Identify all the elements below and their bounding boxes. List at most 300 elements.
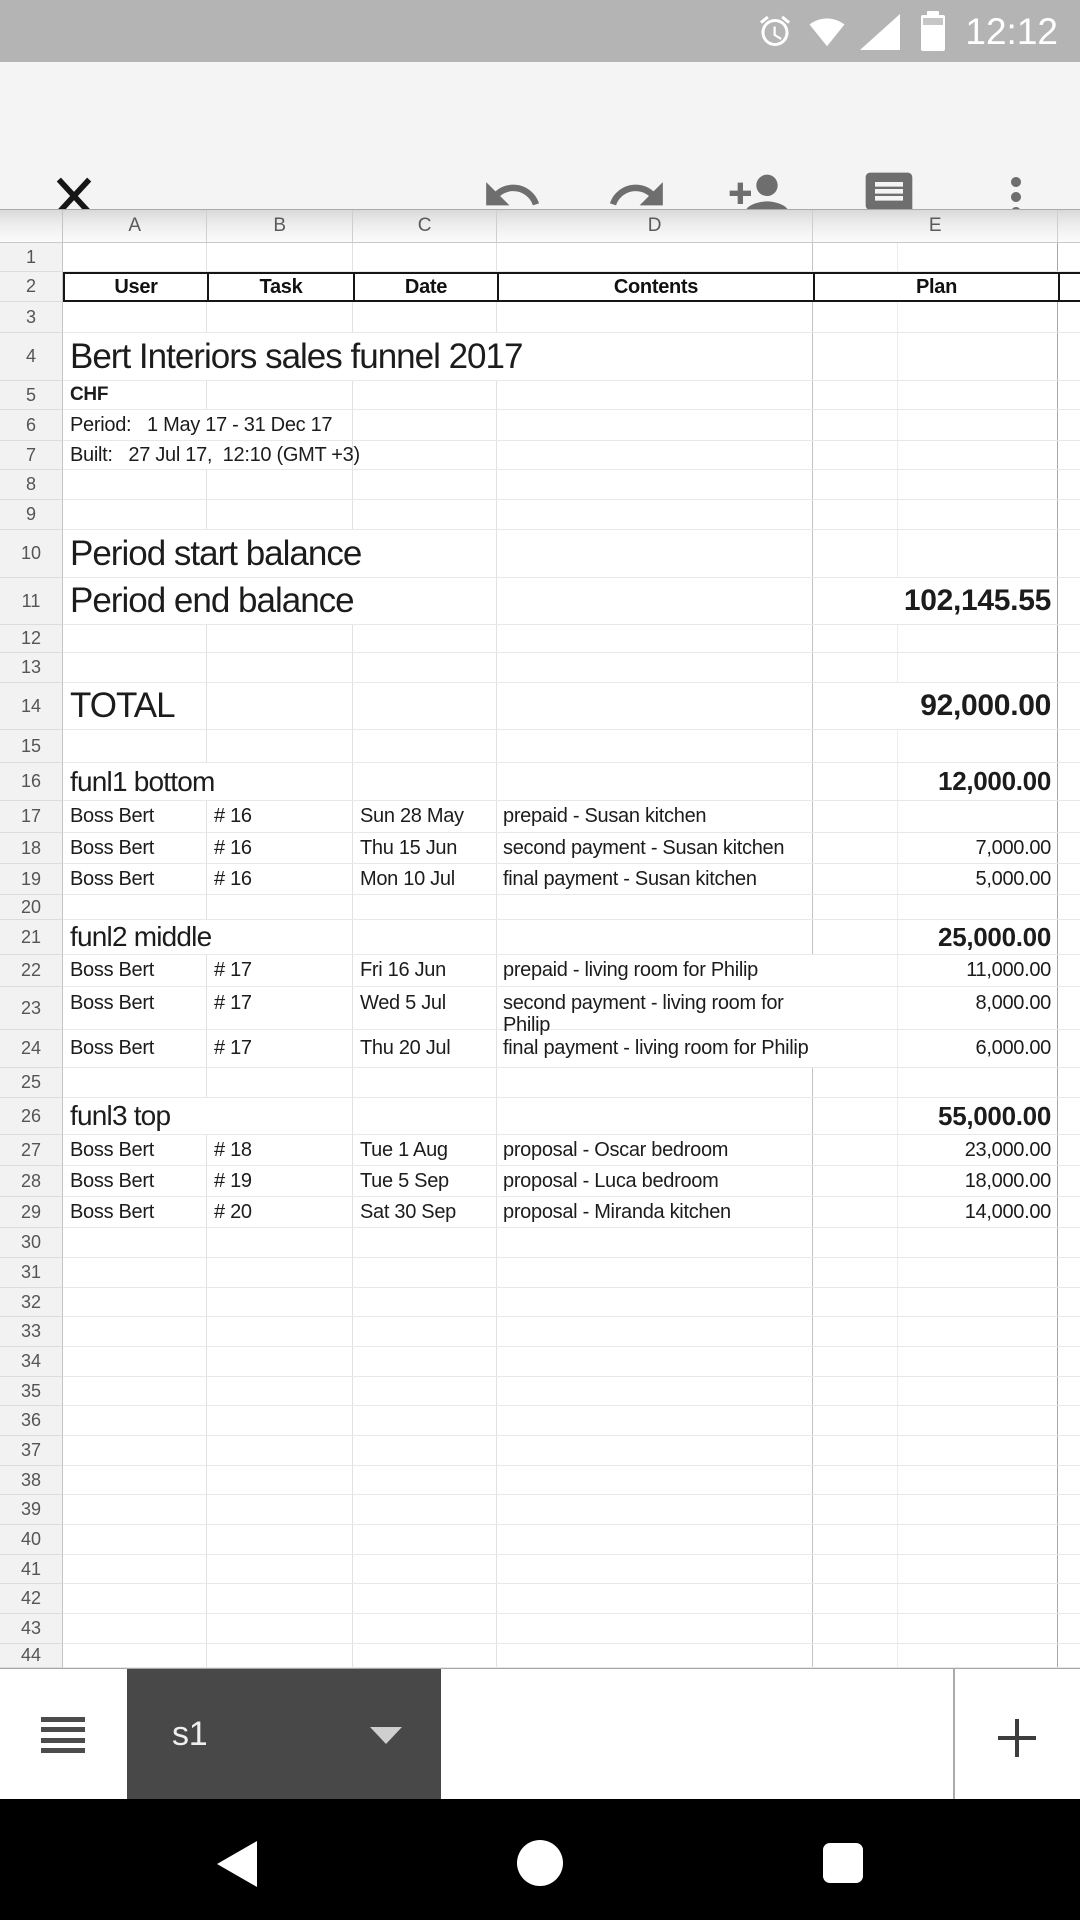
cell-E19[interactable] <box>898 864 1058 894</box>
cell-blank-r9[interactable] <box>353 500 497 529</box>
row-header-24[interactable]: 24 <box>0 1030 63 1068</box>
cell-blank-r6[interactable] <box>497 410 813 440</box>
cell-blank-r15[interactable] <box>1058 730 1080 762</box>
cell-blank-r13[interactable] <box>353 653 497 682</box>
cell-D2[interactable] <box>499 274 815 300</box>
cell-blank-r30[interactable] <box>207 1228 353 1257</box>
cell-blank-r35[interactable] <box>353 1377 497 1405</box>
cell-blank-r36[interactable] <box>813 1406 898 1435</box>
cell-D22[interactable] <box>497 955 898 986</box>
cell-A21[interactable] <box>63 920 353 954</box>
cell-blank-r35[interactable] <box>63 1377 207 1405</box>
row-header-13[interactable]: 13 <box>0 653 63 683</box>
cell-blank-r14[interactable] <box>353 683 497 729</box>
cell-blank-r9[interactable] <box>63 500 207 529</box>
cell-blank-r30[interactable] <box>353 1228 497 1257</box>
cell-blank-r37[interactable] <box>207 1436 353 1465</box>
row-header-17[interactable]: 17 <box>0 801 63 833</box>
row-header-25[interactable]: 25 <box>0 1068 63 1098</box>
cell-blank-r15[interactable] <box>207 730 353 762</box>
cell-blank-r39[interactable] <box>63 1495 207 1524</box>
cell-blank-r25[interactable] <box>207 1068 353 1097</box>
cell-blank-r20[interactable] <box>898 895 1058 919</box>
cell-blank-r25[interactable] <box>63 1068 207 1097</box>
cell-blank-r34[interactable] <box>353 1347 497 1376</box>
cell-blank-r30[interactable] <box>497 1228 813 1257</box>
cell-blank-r37[interactable] <box>497 1436 813 1465</box>
row-header-8[interactable]: 8 <box>0 470 63 500</box>
cell-blank-r13[interactable] <box>1058 653 1080 682</box>
sheet-tab-s1[interactable] <box>127 1669 441 1799</box>
cell-blank-r43[interactable] <box>497 1614 813 1643</box>
cell-blank-r34[interactable] <box>1058 1347 1080 1376</box>
cell-blank-r16[interactable] <box>1058 763 1080 800</box>
cell-C22[interactable] <box>353 955 497 986</box>
cell-blank-r40[interactable] <box>898 1525 1058 1554</box>
cell-blank-r3[interactable] <box>353 302 497 332</box>
cell-C28[interactable] <box>353 1166 497 1196</box>
cell-A27[interactable] <box>63 1135 207 1165</box>
cell-blank-r34[interactable] <box>497 1347 813 1376</box>
cell-A18[interactable] <box>63 833 207 863</box>
row-header-3[interactable]: 3 <box>0 302 63 333</box>
cell-blank-r40[interactable] <box>813 1525 898 1554</box>
row-header-11[interactable]: 11 <box>0 578 63 625</box>
cell-blank-r40[interactable] <box>207 1525 353 1554</box>
cell-blank-r41[interactable] <box>813 1555 898 1583</box>
cell-blank-r1[interactable] <box>813 243 898 271</box>
cell-blank-r32[interactable] <box>813 1288 898 1316</box>
cell-blank-r6[interactable] <box>898 410 1058 440</box>
cell-blank-r43[interactable] <box>63 1614 207 1643</box>
cell-blank-r37[interactable] <box>813 1436 898 1465</box>
row-header-42[interactable]: 42 <box>0 1584 63 1614</box>
cell-blank-r42[interactable] <box>1058 1584 1080 1613</box>
cell-blank-r41[interactable] <box>63 1555 207 1583</box>
cell-blank-r38[interactable] <box>813 1466 898 1494</box>
cell-blank-r3[interactable] <box>1058 302 1080 332</box>
cell-blank-r40[interactable] <box>1058 1525 1080 1554</box>
cell-blank-r21[interactable] <box>353 920 497 954</box>
cell-blank-r36[interactable] <box>63 1406 207 1435</box>
cell-blank-r4[interactable] <box>898 333 1058 380</box>
cell-C24[interactable] <box>353 1030 497 1067</box>
recents-button[interactable] <box>823 1843 863 1883</box>
cell-A29[interactable] <box>63 1197 207 1227</box>
row-header-40[interactable]: 40 <box>0 1525 63 1555</box>
cell-blank-r40[interactable] <box>353 1525 497 1554</box>
cell-blank-r37[interactable] <box>353 1436 497 1465</box>
cell-blank-r3[interactable] <box>497 302 813 332</box>
cell-blank-r42[interactable] <box>353 1584 497 1613</box>
cell-blank-r3[interactable] <box>207 302 353 332</box>
cell-blank-r31[interactable] <box>813 1258 898 1287</box>
cell-blank-r25[interactable] <box>898 1068 1058 1097</box>
row-header-35[interactable]: 35 <box>0 1377 63 1406</box>
cell-blank-r9[interactable] <box>1058 500 1080 529</box>
cell-blank-r8[interactable] <box>353 470 497 499</box>
cell-blank-r32[interactable] <box>898 1288 1058 1316</box>
cell-blank-r12[interactable] <box>813 625 898 652</box>
cell-B29[interactable] <box>207 1197 353 1227</box>
cell-blank-r3[interactable] <box>813 302 898 332</box>
cell-blank-r20[interactable] <box>353 895 497 919</box>
cell-blank-r1[interactable] <box>63 243 207 271</box>
cell-C19[interactable] <box>353 864 497 894</box>
cell-E22[interactable] <box>898 955 1058 986</box>
cell-blank-r7[interactable] <box>813 441 898 469</box>
cell-blank-r42[interactable] <box>813 1584 898 1613</box>
row-header-28[interactable]: 28 <box>0 1166 63 1197</box>
cell-blank-r26[interactable] <box>813 1098 898 1134</box>
cell-blank-r19[interactable] <box>813 864 898 894</box>
row-header-1[interactable]: 1 <box>0 243 63 272</box>
cell-blank-r25[interactable] <box>497 1068 813 1097</box>
cell-A11[interactable] <box>63 578 497 624</box>
cell-D29[interactable] <box>497 1197 813 1227</box>
row-header-32[interactable]: 32 <box>0 1288 63 1317</box>
cell-blank-r43[interactable] <box>207 1614 353 1643</box>
cell-blank-r30[interactable] <box>813 1228 898 1257</box>
cell-blank-r24[interactable] <box>1058 1030 1080 1067</box>
cell-blank-r10[interactable] <box>813 530 898 577</box>
cell-blank-r9[interactable] <box>207 500 353 529</box>
cell-blank-r34[interactable] <box>898 1347 1058 1376</box>
cell-blank-r5[interactable] <box>207 381 353 409</box>
cell-blank-r32[interactable] <box>63 1288 207 1316</box>
cell-blank-r39[interactable] <box>353 1495 497 1524</box>
column-header-E[interactable]: E <box>813 210 1058 242</box>
row-header-5[interactable]: 5 <box>0 381 63 410</box>
cell-blank-r31[interactable] <box>497 1258 813 1287</box>
cell-blank-r36[interactable] <box>1058 1406 1080 1435</box>
column-header-C[interactable]: C <box>353 210 497 242</box>
cell-blank-r11[interactable] <box>1058 578 1080 624</box>
cell-blank-r39[interactable] <box>813 1495 898 1524</box>
row-header-18[interactable]: 18 <box>0 833 63 864</box>
cell-blank-r33[interactable] <box>63 1317 207 1346</box>
cell-blank-r8[interactable] <box>207 470 353 499</box>
cell-C18[interactable] <box>353 833 497 863</box>
cell-blank-r21[interactable] <box>813 920 898 954</box>
row-header-30[interactable]: 30 <box>0 1228 63 1258</box>
cell-blank-r7[interactable] <box>353 441 497 469</box>
cell-C29[interactable] <box>353 1197 497 1227</box>
cell-A6[interactable] <box>63 410 353 440</box>
cell-blank-r35[interactable] <box>207 1377 353 1405</box>
cell-blank-r17[interactable] <box>1058 801 1080 832</box>
row-header-6[interactable]: 6 <box>0 410 63 441</box>
cell-E29[interactable] <box>898 1197 1058 1227</box>
cell-blank-r41[interactable] <box>1058 1555 1080 1583</box>
cell-blank-r28[interactable] <box>1058 1166 1080 1196</box>
cell-blank-r13[interactable] <box>207 653 353 682</box>
cell-blank-r37[interactable] <box>1058 1436 1080 1465</box>
cell-blank-r12[interactable] <box>497 625 813 652</box>
row-header-4[interactable]: 4 <box>0 333 63 381</box>
row-header-14[interactable]: 14 <box>0 683 63 730</box>
cell-blank-r14[interactable] <box>1058 683 1080 729</box>
cell-blank-r15[interactable] <box>497 730 813 762</box>
cell-blank-r39[interactable] <box>497 1495 813 1524</box>
cell-blank-r44[interactable] <box>1058 1644 1080 1667</box>
cell-C2[interactable] <box>355 274 499 300</box>
cell-blank-r36[interactable] <box>898 1406 1058 1435</box>
cell-E21[interactable] <box>898 920 1058 954</box>
row-header-26[interactable]: 26 <box>0 1098 63 1135</box>
row-header-16[interactable]: 16 <box>0 763 63 801</box>
column-header-B[interactable]: B <box>207 210 353 242</box>
cell-blank-r20[interactable] <box>497 895 813 919</box>
row-header-38[interactable]: 38 <box>0 1466 63 1495</box>
cell-blank-r31[interactable] <box>898 1258 1058 1287</box>
cell-C17[interactable] <box>353 801 497 832</box>
cell-blank-r41[interactable] <box>353 1555 497 1583</box>
cell-blank-r20[interactable] <box>207 895 353 919</box>
cell-blank-r5[interactable] <box>898 381 1058 409</box>
cell-blank-r39[interactable] <box>898 1495 1058 1524</box>
cell-blank-r38[interactable] <box>1058 1466 1080 1494</box>
cell-blank-r4[interactable] <box>1058 333 1080 380</box>
cell-A24[interactable] <box>63 1030 207 1067</box>
cell-D23[interactable] <box>497 987 898 1036</box>
cell-blank-r33[interactable] <box>813 1317 898 1346</box>
home-button[interactable] <box>517 1840 563 1886</box>
cell-blank-r14[interactable] <box>207 683 353 729</box>
cell-A5[interactable] <box>63 381 207 409</box>
row-header-31[interactable]: 31 <box>0 1258 63 1288</box>
cell-blank-r33[interactable] <box>1058 1317 1080 1346</box>
row-header-37[interactable]: 37 <box>0 1436 63 1466</box>
cell-blank-r15[interactable] <box>63 730 207 762</box>
cell-A17[interactable] <box>63 801 207 832</box>
cell-blank-r35[interactable] <box>1058 1377 1080 1405</box>
cell-blank-r20[interactable] <box>1058 895 1080 919</box>
cell-blank-r44[interactable] <box>898 1644 1058 1667</box>
cell-blank-r42[interactable] <box>207 1584 353 1613</box>
cell-blank-r42[interactable] <box>63 1584 207 1613</box>
row-header-34[interactable]: 34 <box>0 1347 63 1377</box>
cell-blank-r44[interactable] <box>497 1644 813 1667</box>
cell-blank-r37[interactable] <box>898 1436 1058 1465</box>
cell-blank-r12[interactable] <box>207 625 353 652</box>
cell-blank-r26[interactable] <box>353 1098 497 1134</box>
cell-B22[interactable] <box>207 955 353 986</box>
row-header-7[interactable]: 7 <box>0 441 63 470</box>
cell-blank-r44[interactable] <box>207 1644 353 1667</box>
cell-E27[interactable] <box>898 1135 1058 1165</box>
cell-blank-r18[interactable] <box>1058 833 1080 863</box>
cell-A10[interactable] <box>63 530 497 577</box>
back-button[interactable] <box>217 1841 257 1887</box>
row-header-10[interactable]: 10 <box>0 530 63 578</box>
cell-blank-r21[interactable] <box>1058 920 1080 954</box>
cell-blank-r26[interactable] <box>497 1098 813 1134</box>
cell-blank-r28[interactable] <box>813 1166 898 1196</box>
cell-blank-r31[interactable] <box>207 1258 353 1287</box>
cell-blank-r33[interactable] <box>207 1317 353 1346</box>
cell-blank-r27[interactable] <box>813 1135 898 1165</box>
cell-blank-r8[interactable] <box>63 470 207 499</box>
cell-blank-r20[interactable] <box>813 895 898 919</box>
cell-D24[interactable] <box>497 1030 898 1067</box>
cell-E18[interactable] <box>898 833 1058 863</box>
cell-blank-r26[interactable] <box>1058 1098 1080 1134</box>
cell-blank-r1[interactable] <box>898 243 1058 271</box>
cell-blank-r4[interactable] <box>813 333 898 380</box>
cell-E23[interactable] <box>898 987 1058 1029</box>
cell-blank-r38[interactable] <box>207 1466 353 1494</box>
cell-blank-r25[interactable] <box>353 1068 497 1097</box>
cell-blank-r13[interactable] <box>497 653 813 682</box>
cell-blank-r5[interactable] <box>353 381 497 409</box>
cell-blank-r25[interactable] <box>1058 1068 1080 1097</box>
cell-C23[interactable] <box>353 987 497 1029</box>
cell-blank-r1[interactable] <box>1058 243 1080 271</box>
cell-A28[interactable] <box>63 1166 207 1196</box>
cell-A22[interactable] <box>63 955 207 986</box>
cell-blank-r18[interactable] <box>813 833 898 863</box>
cell-blank-r9[interactable] <box>497 500 813 529</box>
cell-blank-r32[interactable] <box>207 1288 353 1316</box>
row-header-9[interactable]: 9 <box>0 500 63 530</box>
cell-blank-r9[interactable] <box>813 500 898 529</box>
cell-blank-r1[interactable] <box>497 243 813 271</box>
cell-blank-r15[interactable] <box>353 730 497 762</box>
cell-B19[interactable] <box>207 864 353 894</box>
row-header-27[interactable]: 27 <box>0 1135 63 1166</box>
cell-B18[interactable] <box>207 833 353 863</box>
cell-blank-r5[interactable] <box>1058 381 1080 409</box>
cell-blank-r5[interactable] <box>497 381 813 409</box>
cell-blank-r12[interactable] <box>353 625 497 652</box>
cell-blank-r15[interactable] <box>898 730 1058 762</box>
row-header-36[interactable]: 36 <box>0 1406 63 1436</box>
cell-B17[interactable] <box>207 801 353 832</box>
row-header-19[interactable]: 19 <box>0 864 63 895</box>
cell-blank-r13[interactable] <box>63 653 207 682</box>
cell-blank-r44[interactable] <box>813 1644 898 1667</box>
cell-blank-r8[interactable] <box>898 470 1058 499</box>
cell-blank-r31[interactable] <box>353 1258 497 1287</box>
cell-blank-r10[interactable] <box>898 530 1058 577</box>
cell-E24[interactable] <box>898 1030 1058 1067</box>
cell-blank-r35[interactable] <box>813 1377 898 1405</box>
cell-blank-r23[interactable] <box>1058 987 1080 1029</box>
row-header-20[interactable]: 20 <box>0 895 63 920</box>
cell-blank-r16[interactable] <box>813 763 898 800</box>
cell-blank-r36[interactable] <box>497 1406 813 1435</box>
cell-A2[interactable] <box>65 274 209 300</box>
cell-blank-r33[interactable] <box>898 1317 1058 1346</box>
cell-blank-r32[interactable] <box>497 1288 813 1316</box>
cell-A4[interactable] <box>63 333 813 380</box>
select-all-corner[interactable] <box>0 210 63 242</box>
cell-blank-r43[interactable] <box>1058 1614 1080 1643</box>
cell-blank-r13[interactable] <box>813 653 898 682</box>
row-header-43[interactable]: 43 <box>0 1614 63 1644</box>
cell-blank-r5[interactable] <box>813 381 898 409</box>
cell-blank-r14[interactable] <box>497 683 813 729</box>
cell-blank-r1[interactable] <box>207 243 353 271</box>
cell-blank-r12[interactable] <box>63 625 207 652</box>
cell-blank-r7[interactable] <box>1058 441 1080 469</box>
cell-blank-r25[interactable] <box>813 1068 898 1097</box>
cell-blank-r40[interactable] <box>497 1525 813 1554</box>
cell-blank-r33[interactable] <box>353 1317 497 1346</box>
cell-blank-r30[interactable] <box>1058 1228 1080 1257</box>
cell-blank-r8[interactable] <box>813 470 898 499</box>
cell-blank-r12[interactable] <box>898 625 1058 652</box>
row-header-29[interactable]: 29 <box>0 1197 63 1228</box>
cell-E28[interactable] <box>898 1166 1058 1196</box>
cell-blank-r36[interactable] <box>353 1406 497 1435</box>
cell-blank-r17[interactable] <box>813 801 898 832</box>
cell-blank-r19[interactable] <box>1058 864 1080 894</box>
cell-blank-r42[interactable] <box>898 1584 1058 1613</box>
cell-blank-r37[interactable] <box>63 1436 207 1465</box>
cell-blank-r10[interactable] <box>1058 530 1080 577</box>
row-header-44[interactable]: 44 <box>0 1644 63 1668</box>
cell-B27[interactable] <box>207 1135 353 1165</box>
cell-blank-r16[interactable] <box>353 763 497 800</box>
cell-blank-r2[interactable] <box>1060 274 1080 300</box>
cell-blank-r43[interactable] <box>353 1614 497 1643</box>
cell-blank-r44[interactable] <box>353 1644 497 1667</box>
cell-blank-r38[interactable] <box>497 1466 813 1494</box>
row-header-39[interactable]: 39 <box>0 1495 63 1525</box>
cell-blank-r41[interactable] <box>207 1555 353 1583</box>
cell-blank-r6[interactable] <box>813 410 898 440</box>
cell-blank-r40[interactable] <box>63 1525 207 1554</box>
cell-A14[interactable] <box>63 683 207 729</box>
cell-A23[interactable] <box>63 987 207 1029</box>
cell-blank-r11[interactable] <box>497 578 813 624</box>
cell-blank-r8[interactable] <box>1058 470 1080 499</box>
cell-E26[interactable] <box>898 1098 1058 1134</box>
cell-blank-r32[interactable] <box>1058 1288 1080 1316</box>
cell-blank-r1[interactable] <box>353 243 497 271</box>
cell-blank-r34[interactable] <box>813 1347 898 1376</box>
cell-blank-r41[interactable] <box>898 1555 1058 1583</box>
cell-blank-r8[interactable] <box>497 470 813 499</box>
column-header-D[interactable]: D <box>497 210 813 242</box>
cell-blank-r32[interactable] <box>353 1288 497 1316</box>
row-header-22[interactable]: 22 <box>0 955 63 987</box>
cell-blank-r30[interactable] <box>898 1228 1058 1257</box>
row-header-41[interactable]: 41 <box>0 1555 63 1584</box>
cell-D17[interactable] <box>497 801 813 832</box>
cell-blank-r16[interactable] <box>497 763 813 800</box>
cell-blank-r38[interactable] <box>353 1466 497 1494</box>
cell-blank-r7[interactable] <box>497 441 813 469</box>
cell-blank-r38[interactable] <box>63 1466 207 1494</box>
cell-blank-r33[interactable] <box>497 1317 813 1346</box>
cell-blank-r43[interactable] <box>898 1614 1058 1643</box>
cell-A26[interactable] <box>63 1098 353 1134</box>
cell-blank-r29[interactable] <box>813 1197 898 1227</box>
cell-E17[interactable] <box>898 801 1058 832</box>
row-header-21[interactable]: 21 <box>0 920 63 955</box>
cell-C27[interactable] <box>353 1135 497 1165</box>
cell-A16[interactable] <box>63 763 353 800</box>
cell-A7[interactable] <box>63 441 360 469</box>
cell-blank-r41[interactable] <box>497 1555 813 1583</box>
cell-blank-r44[interactable] <box>63 1644 207 1667</box>
cell-E11[interactable] <box>813 578 1058 624</box>
cell-blank-r36[interactable] <box>207 1406 353 1435</box>
cell-blank-r7[interactable] <box>898 441 1058 469</box>
